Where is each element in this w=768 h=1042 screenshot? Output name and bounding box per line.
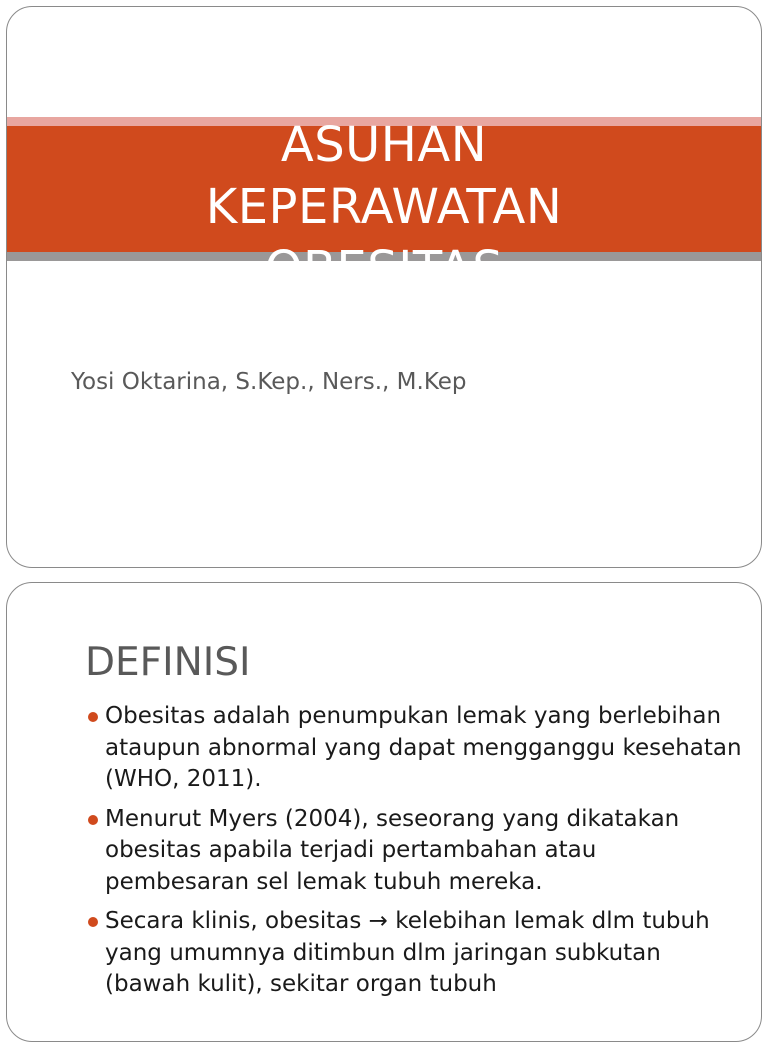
bullet-list — [85, 701, 745, 1009]
bullet-text: Menurut Myers (2004), seseorang yang dikatakan obesitas apabila terjadi pertambahan atau pembesaran sel lemak tubuh mereka. — [105, 805, 680, 895]
slide-heading: DEFINISI — [85, 640, 251, 685]
definition-slide — [6, 582, 762, 1042]
slide-title — [7, 117, 761, 297]
title-line: OBESITAS — [264, 241, 504, 297]
bullet-item — [85, 701, 745, 796]
bullet-item — [85, 906, 745, 1001]
title-slide — [6, 6, 762, 568]
bullet-dot-icon — [88, 712, 98, 722]
title-line: ASUHAN — [280, 117, 488, 173]
bullet-dot-icon — [88, 917, 98, 927]
bullet-item — [85, 804, 745, 899]
author-subtitle: Yosi Oktarina, S.Kep., Ners., M.Kep — [71, 369, 467, 395]
bullet-text: Secara klinis, obesitas → kelebihan lemak dlm tubuh yang umumnya ditimbun dlm jaringan subkutan (bawah kulit), sekitar organ tubuh — [105, 908, 710, 997]
title-line: KEPERAWATAN — [205, 179, 563, 235]
bullet-text: Obesitas adalah penumpukan lemak yang berlebihan ataupun abnormal yang dapat mengganggu kesehatan (WHO, 2011). — [105, 703, 742, 792]
bullet-dot-icon — [88, 815, 98, 825]
